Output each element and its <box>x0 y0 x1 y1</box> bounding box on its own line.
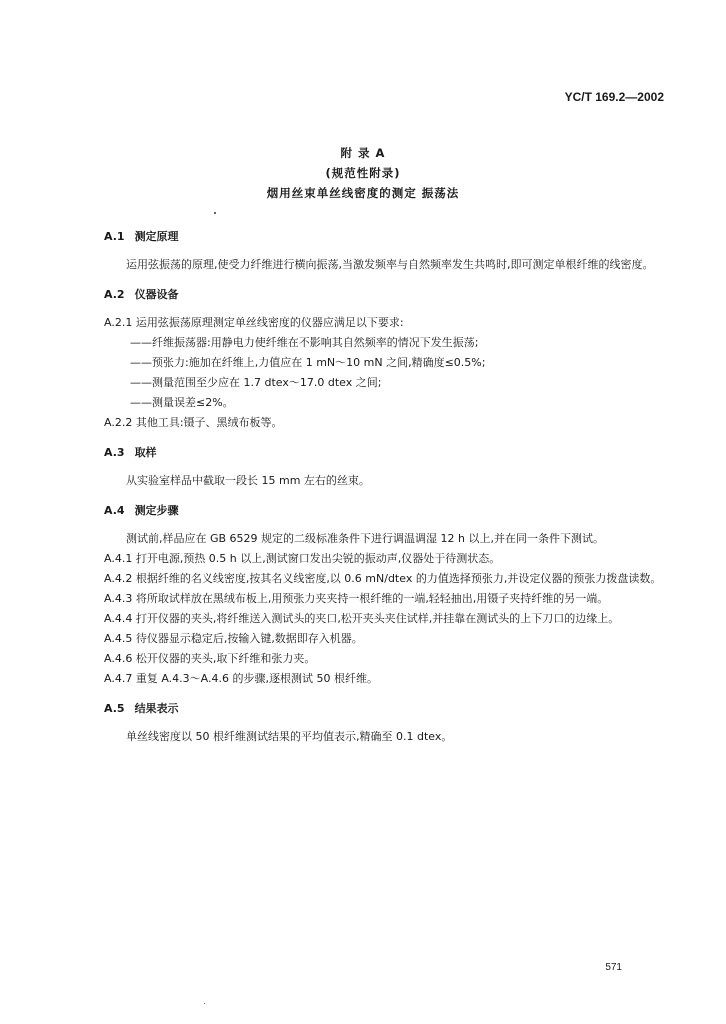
section-a1-text: 运用弦振荡的原理,使受力纤维进行横向振荡,当激发频率与自然频率发生共鸣时,即可测定单根纤维的线密度。 <box>126 258 654 271</box>
clause-a45: A.4.5 待仪器显示稳定后,按输入键,数据即存入机器。 <box>104 632 363 645</box>
clause-a22: A.2.2 其他工具:镊子、黑绒布板等。 <box>104 416 283 429</box>
section-a1-heading <box>104 227 668 247</box>
section-a5-text: 单丝线密度以 50 根纤维测试结果的平均值表示,精确至 0.1 dtex。 <box>126 730 453 743</box>
section-a5-heading <box>104 699 668 719</box>
section-number: A.3 <box>104 446 125 459</box>
clause-a42: A.4.2 根据纤维的名义线密度,按其名义线密度,以 0.6 mN/dtex 的力值选择预张力,并设定仪器的预张力拨盘读数。 <box>104 572 662 585</box>
clause-a21: A.2.1 运用弦振荡原理测定单丝线密度的仪器应满足以下要求: <box>104 316 404 329</box>
dash-item: ——测量范围至少应在 1.7 dtex～17.0 dtex 之间; <box>130 376 382 389</box>
section-a4-intro: 测试前,样品应在 GB 6529 规定的二级标准条件下进行调温调湿 12 h 以上,并在同一条件下测试。 <box>126 532 605 545</box>
dash-item: ——纤维振荡器:用静电力使纤维在不影响其自然频率的情况下发生振荡; <box>130 336 479 349</box>
clause-a43: A.4.3 将所取试样放在黑绒布板上,用预张力夹夹持一根纤维的一端,轻轻抽出,用镊子夹持纤维的另一端。 <box>104 592 609 605</box>
section-title: 取样 <box>134 446 157 459</box>
clause-a46: A.4.6 松开仪器的夹头,取下纤维和张力夹。 <box>104 652 316 665</box>
dash-item: ——预张力:施加在纤维上,力值应在 1 mN～10 mN 之间,精确度≤0.5%; <box>130 356 486 369</box>
annex-type: (规范性附录) <box>325 166 401 180</box>
scan-speck <box>214 212 216 214</box>
section-a4-heading <box>104 501 668 521</box>
section-a2-heading <box>104 285 668 305</box>
section-number: A.2 <box>104 288 125 301</box>
section-number: A.1 <box>104 230 125 243</box>
document-body <box>104 225 668 747</box>
standard-code: YC/T 169.2—2002 <box>564 90 664 104</box>
section-number: A.5 <box>104 702 125 715</box>
section-title: 测定原理 <box>134 230 179 243</box>
section-a3-heading <box>104 443 668 463</box>
annex-title <box>0 143 726 203</box>
clause-a44: A.4.4 打开仪器的夹头,将纤维送入测试头的夹口,松开夹头夹住试样,并挂靠在测试头的上下刀口的边缘上。 <box>104 612 620 625</box>
page-number: 571 <box>605 962 622 973</box>
clause-a41: A.4.1 打开电源,预热 0.5 h 以上,测试窗口发出尖锐的振动声,仪器处于待测状态。 <box>104 552 501 565</box>
section-title: 结果表示 <box>134 702 179 715</box>
section-a3-text: 从实验室样品中截取一段长 15 mm 左右的丝束。 <box>126 474 370 487</box>
clause-a47: A.4.7 重复 A.4.3～A.4.6 的步骤,逐根测试 50 根纤维。 <box>104 672 378 685</box>
section-title: 测定步骤 <box>134 504 179 517</box>
dash-item: ——测量误差≤2%。 <box>130 396 234 409</box>
annex-heading: 附 录 A <box>340 146 386 160</box>
scan-speck <box>204 1003 205 1004</box>
annex-name: 烟用丝束单丝线密度的测定 振荡法 <box>266 186 460 200</box>
section-title: 仪器设备 <box>134 288 179 301</box>
section-number: A.4 <box>104 504 125 517</box>
